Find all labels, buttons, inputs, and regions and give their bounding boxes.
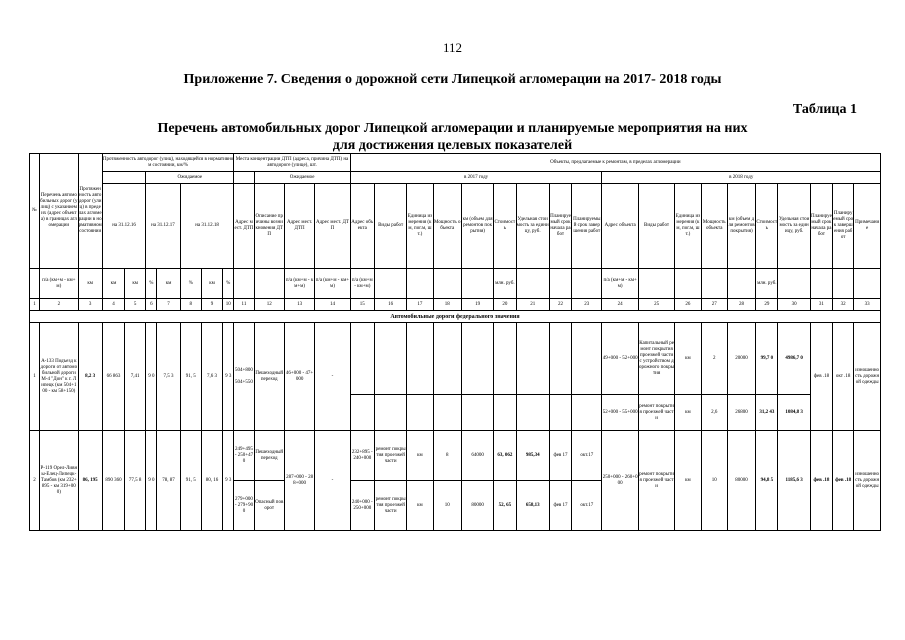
column-number-cell: 16 — [374, 299, 406, 311]
row2-o2017-unit-cost-2: 658,13 — [516, 481, 549, 531]
column-number-cell: 23 — [572, 299, 602, 311]
column-number-cell: 29 — [756, 299, 778, 311]
column-number-cell: 8 — [180, 299, 201, 311]
row2-c9: 80, 16 — [201, 431, 222, 531]
header-capacity-17: Мощность объекта — [433, 184, 461, 269]
column-number-cell: 24 — [602, 299, 638, 311]
units-row-cell — [854, 269, 881, 299]
units-row-cell — [374, 269, 406, 299]
row1-c8: 91, 5 — [180, 323, 201, 431]
units-row-cell — [234, 269, 254, 299]
header-plan-end-18: Планируемый срок завершения работ — [833, 184, 854, 269]
units-row-cell — [833, 269, 854, 299]
row1-c7: 7,5 3 — [157, 323, 180, 431]
row2-dtp-address-a: 249+495 - 250+470 — [234, 431, 254, 481]
header-cost-17: Стоимость — [494, 184, 516, 269]
row2-o2017-work-1: ремонт покрытия проезжей части — [374, 431, 406, 481]
row2-o2017-work-2: ремонт покрытия проезжей части — [374, 481, 406, 531]
table-label: Таблица 1 — [792, 102, 857, 117]
row1-empty — [374, 395, 406, 431]
units-row-cell — [778, 269, 810, 299]
units-row-cell: км — [78, 269, 102, 299]
row1-empty — [350, 323, 374, 395]
units-row-cell: км — [157, 269, 180, 299]
row2-o2018-cost: 94,8 5 — [756, 431, 778, 531]
appendix-title: Приложение 7. Сведения о дорожной сети Липецкой агломерации на 2017- 2018 годы — [183, 72, 722, 87]
row1-o2018-capacity-1: 2 — [701, 323, 727, 395]
row1-o2018-end: окт .18 — [833, 323, 854, 431]
column-number-cell: 15 — [350, 299, 374, 311]
column-number-cell: 9 — [201, 299, 222, 311]
section-title: Автомобильные дороги федерального значения — [30, 311, 881, 323]
row2-c3: 86, 195 — [78, 431, 102, 531]
row2-c10: 9 3 — [223, 431, 234, 531]
row1-empty — [549, 395, 571, 431]
table-title-line1: Перечень автомобильных дорог Липецкой агломерации и планируемые мероприятия на них — [157, 121, 748, 136]
row2-o2017-length-2: 80000 — [461, 481, 493, 531]
row1-c6: 9 0 — [146, 323, 157, 431]
row2-o2018-start: фев .18 — [810, 431, 832, 531]
header-dtp-2016 — [234, 172, 254, 184]
header-cause: Описание причины возникновения ДТП — [254, 184, 284, 269]
row2-dtp-address-b: 279+000 - 279+900 — [234, 481, 254, 531]
row1-c10: 9 3 — [223, 323, 234, 431]
row1-c14: - — [315, 323, 350, 431]
row1-o2018-unit-cost-2: 1084,8 3 — [778, 395, 810, 431]
row1-c4: 66 863 — [102, 323, 124, 431]
header-road-list: Перечень автомобильных дорог (улиц) с указанием их (адрес объекта) в границах агломерации — [40, 154, 78, 269]
column-number-cell: 20 — [494, 299, 516, 311]
table-title — [0, 120, 905, 154]
row1-o2018-unit-1: км — [675, 323, 701, 395]
header-plan-start-18: Планируемый срок начала работ — [810, 184, 832, 269]
header-note: Примечание — [854, 184, 881, 269]
header-length-group: Протяженность автодорог (улиц), находящейся в нормативном состоянии, км/% — [102, 154, 234, 172]
units-row-cell: п/а (км+м - км+м) — [602, 269, 638, 299]
row2-o2018-address: 250+000 - 260+000 — [602, 431, 638, 531]
row2-o2018-unit-cost: 1185,6 3 — [778, 431, 810, 531]
units-row-cell: км — [102, 269, 124, 299]
row2-o2017-address-1: 232+895 - 240+000 — [350, 431, 374, 481]
header-na-16: на 31.12.16 — [102, 184, 145, 269]
column-number-cell: 22 — [549, 299, 571, 311]
column-number-cell: 17 — [407, 299, 433, 311]
units-row-cell — [516, 269, 549, 299]
header-unit-18: Единица измерения (км, пог.м, шт.) — [675, 184, 701, 269]
row1-empty — [549, 323, 571, 395]
units-row-cell — [675, 269, 701, 299]
row1-c5: 7,41 — [125, 323, 146, 431]
row1-c12: Пешеходный переход — [254, 323, 284, 431]
column-number-cell: 33 — [854, 299, 881, 311]
header-unit-17: Единица измерения (км, пог.м, шт.) — [407, 184, 433, 269]
units-row-cell: п/а (км+м - км+м) — [315, 269, 350, 299]
header-objects-group: Объекты, предлагаемые к ремонтам, в пределах агломерации — [350, 154, 880, 172]
units-row-cell: млн. руб. — [494, 269, 516, 299]
row1-o2018-unit-2: км — [675, 395, 701, 431]
row2-note: изношенность дорожной одежды — [854, 431, 881, 531]
row1-c9: 7,6 3 — [201, 323, 222, 431]
row1-note: изношенность дорожной одежды — [854, 323, 881, 431]
units-row-cell: % — [180, 269, 201, 299]
column-number-cell: 27 — [701, 299, 727, 311]
units-row-cell: млн. руб. — [756, 269, 778, 299]
row1-name: А-133 Подъезд к дороги от автомобильной дороги М-4 "Дон" к г. Липецк (км 504+100 - км 58+150) — [40, 323, 78, 431]
row1-dtp-address-a: 504+800 — [235, 367, 253, 373]
units-row-cell: % — [223, 269, 234, 299]
header-length-repair-17: км (объем для ремонтов покрытия) — [461, 184, 493, 269]
column-number-cell: 25 — [638, 299, 674, 311]
header-address-dtp: Адрес мест. ДТП — [234, 184, 254, 269]
row1-empty — [494, 323, 516, 395]
row1-empty — [461, 323, 493, 395]
page-number: 112 — [442, 40, 463, 55]
row2-no: 2 — [30, 431, 40, 531]
row2-o2018-capacity: 10 — [701, 431, 727, 531]
row1-o2018-unit-cost-1: 4986,7 0 — [778, 323, 810, 395]
column-number-row — [30, 299, 881, 311]
header-na-17: на 31.12.17 — [146, 184, 180, 269]
row2-c8: 91, 5 — [180, 431, 201, 531]
header-dtp-expected: Ожидаемое — [254, 172, 350, 184]
column-number-cell: 2 — [40, 299, 78, 311]
row1-empty — [407, 395, 433, 431]
units-row-cell: п/а (км+м - км+м) — [350, 269, 374, 299]
header-length-2016 — [102, 172, 145, 184]
header-year-2017: в 2017 году — [350, 172, 602, 184]
column-number-cell: 1 — [30, 299, 40, 311]
row1-dtp-address-b: 504+550 — [235, 379, 253, 385]
row2-c14: - — [315, 431, 350, 531]
table-title-line2: для достижения целевых показателей — [332, 138, 573, 153]
row2-c4: 890 360 — [102, 431, 124, 531]
row1-empty — [572, 395, 602, 431]
units-row-cell — [549, 269, 571, 299]
units-row-cell: км — [201, 269, 222, 299]
header-plan-end-17: Планируемый срок завершения работ — [572, 184, 602, 269]
row1-o2018-capacity-2: 2,6 — [701, 395, 727, 431]
row2-o2017-end-2: окт.17 — [572, 481, 602, 531]
row1-c3: 8,2 3 — [78, 323, 102, 431]
row1-o2018-length-2: 26800 — [727, 395, 755, 431]
column-number-cell: 19 — [461, 299, 493, 311]
units-row-cell — [461, 269, 493, 299]
header-plan-start-17: Планируемый срок начала работ — [549, 184, 571, 269]
header-dtp-group: Места концентрации ДТП (адреса, причина ДТП) на автодороге (улице), шт. — [234, 154, 350, 172]
row1-o2018-cost-1: 99,7 0 — [756, 323, 778, 395]
row2-o2017-unit-1: км — [407, 431, 433, 481]
column-number-cell: 30 — [778, 299, 810, 311]
units-row-cell — [727, 269, 755, 299]
row2-o2017-address-2: 240+000 - 250+000 — [350, 481, 374, 531]
row1-empty — [516, 323, 549, 395]
row2-o2018-end: фев .18 — [833, 431, 854, 531]
row2-name: Р-119 Орел-Ливны-Елец-Липецк-Тамбов (км 232+895 - км 319+000) — [40, 431, 78, 531]
header-address-obj-17: Адрес объекта — [350, 184, 374, 269]
row2-c6: 9 0 — [146, 431, 157, 531]
column-number-cell: 10 — [223, 299, 234, 311]
row1-o2018-length-1: 20000 — [727, 323, 755, 395]
header-work-type-17: Виды работ — [374, 184, 406, 269]
column-number-cell: 5 — [125, 299, 146, 311]
units-row-cell — [254, 269, 284, 299]
units-row-cell — [638, 269, 674, 299]
row2-o2017-start-1: фев 17 — [549, 431, 571, 481]
column-number-cell: 4 — [102, 299, 124, 311]
header-address-dtp-17: Адрес мест. ДТП — [284, 184, 314, 269]
row1-o2018-address-2: 52+000 - 55+000 — [602, 395, 638, 431]
header-work-type-18: Виды работ — [638, 184, 674, 269]
row2-c13: 287+000 - 288+000 — [284, 431, 314, 531]
column-number-cell: 28 — [727, 299, 755, 311]
column-number-cell: 31 — [810, 299, 832, 311]
units-row-cell — [572, 269, 602, 299]
header-no: № — [30, 154, 40, 269]
header-unit-cost-18: Удельная стоимость за единицу, руб. — [778, 184, 810, 269]
row2-o2017-unit-cost-1: 985,34 — [516, 431, 549, 481]
row1-empty — [433, 323, 461, 395]
column-number-cell: 21 — [516, 299, 549, 311]
units-row-cell: км — [125, 269, 146, 299]
row1-o2018-start: фев .18 — [810, 323, 832, 431]
row1-empty — [433, 395, 461, 431]
units-row-cell: п/а (км+м - км+м) — [40, 269, 78, 299]
row1-c13: 46+000 - 47+000 — [284, 323, 314, 431]
column-number-cell: 18 — [433, 299, 461, 311]
road-network-table — [29, 153, 881, 531]
units-row-cell: п/а (км+м - км+м) — [284, 269, 314, 299]
units-row-cell — [810, 269, 832, 299]
header-length-norm: Протяженность автодорог (улиц) в пределах агломерации в нормативном состоянии — [78, 154, 102, 269]
row1-empty — [350, 395, 374, 431]
units-row-cell — [30, 269, 40, 299]
row2-o2017-cost-1: 63, 062 — [494, 431, 516, 481]
header-year-2018: в 2018 году — [602, 172, 881, 184]
row2-o2017-capacity-1: 8 — [433, 431, 461, 481]
row1-o2018-address-1: 49+000 - 52+000 — [602, 323, 638, 395]
column-number-cell: 12 — [254, 299, 284, 311]
column-number-cell: 11 — [234, 299, 254, 311]
row1-empty — [374, 323, 406, 395]
row1-c11 — [234, 323, 254, 431]
header-length-repair-18: км (объем для ремонтов покрытия) — [727, 184, 755, 269]
row1-empty — [516, 395, 549, 431]
row2-dtp-cause-b: Опасный поворот — [254, 481, 284, 531]
header-cost-18: Стоимость — [756, 184, 778, 269]
row2-c7: 78, 87 — [157, 431, 180, 531]
units-row-cell: % — [146, 269, 157, 299]
row2-o2017-start-2: фев 17 — [549, 481, 571, 531]
row1-o2018-work-2: ремонт покрытия проезжей части — [638, 395, 674, 431]
row2-o2017-capacity-2: 10 — [433, 481, 461, 531]
column-number-cell: 3 — [78, 299, 102, 311]
column-number-cell: 26 — [675, 299, 701, 311]
row2-o2017-unit-2: км — [407, 481, 433, 531]
row2-o2017-cost-2: 52, 65 — [494, 481, 516, 531]
units-row-cell — [701, 269, 727, 299]
row1-empty — [407, 323, 433, 395]
row2-o2018-length: 80000 — [727, 431, 755, 531]
column-number-cell: 14 — [315, 299, 350, 311]
header-na-18: на 31.12.18 — [180, 184, 234, 269]
column-number-cell: 13 — [284, 299, 314, 311]
header-unit-cost-17: Удельная стоимость за единицу, руб. — [516, 184, 549, 269]
row2-o2017-end-1: окт.17 — [572, 431, 602, 481]
row2-c5: 77,5 8 — [125, 431, 146, 531]
header-address-obj-18: Адрес объекта — [602, 184, 638, 269]
column-number-cell: 32 — [833, 299, 854, 311]
row2-dtp-cause-a: Пешеходный переход — [254, 431, 284, 481]
header-length-expected: Ожидаемое — [146, 172, 234, 184]
column-number-cell: 6 — [146, 299, 157, 311]
row1-o2018-work-1: Капитальный ремонт покрытия проезжей части с устройством дорожного покрытия — [638, 323, 674, 395]
column-number-cell: 7 — [157, 299, 180, 311]
row1-empty — [494, 395, 516, 431]
row2-o2018-unit: км — [675, 431, 701, 531]
row1-no: 1 — [30, 323, 40, 431]
units-row-cell — [433, 269, 461, 299]
row2-o2018-work: ремонт покрытия проезжей части — [638, 431, 674, 531]
header-address-dtp-18: Адрес мест. ДТП — [315, 184, 350, 269]
row1-o2018-cost-2: 31,2 43 — [756, 395, 778, 431]
units-row-cell — [407, 269, 433, 299]
row1-empty — [572, 323, 602, 395]
row1-empty — [461, 395, 493, 431]
row2-o2017-length-1: 64000 — [461, 431, 493, 481]
header-capacity-18: Мощность объекта — [701, 184, 727, 269]
